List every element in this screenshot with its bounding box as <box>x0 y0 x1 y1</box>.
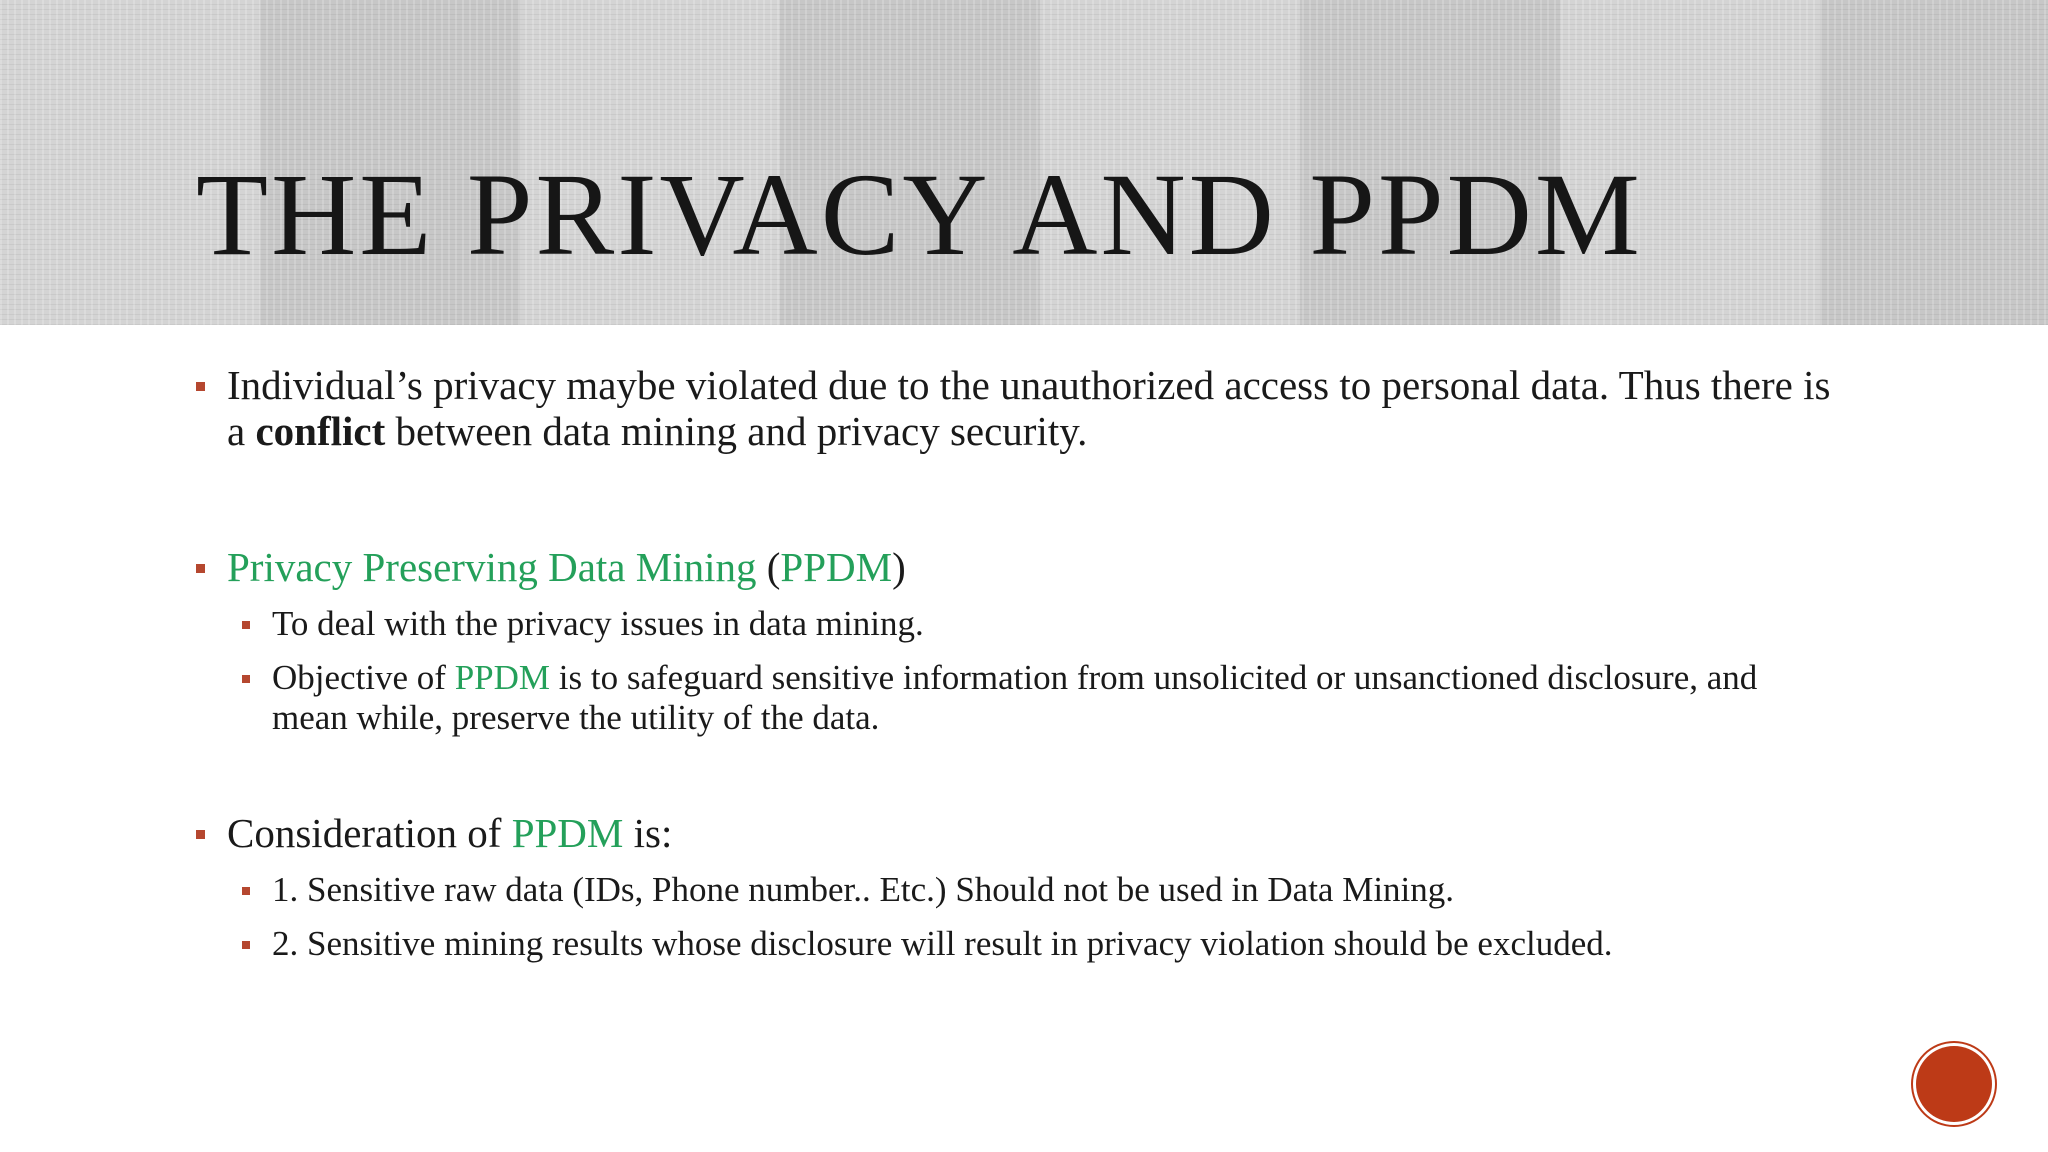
sub-bullet-text-pre: Objective of <box>272 658 455 697</box>
paren-close: ) <box>892 544 906 590</box>
sub-bullet-mining-results <box>242 924 1836 964</box>
bullet-ppdm-definition <box>196 544 1836 590</box>
sub-bullet-text-post: is to safeguard sensitive information from unsolicited or unsanctioned disclosure, and mean while, preserve the utility of the data. <box>272 658 1758 737</box>
ppdm-acronym: PPDM <box>511 810 624 856</box>
bullet-text-post: is: <box>623 810 673 856</box>
square-bullet-icon <box>242 941 250 949</box>
ppdm-acronym: PPDM <box>780 544 893 590</box>
sub-bullet-text: 1. Sensitive raw data (IDs, Phone number.. Etc.) Should not be used in Data Mining. <box>272 870 1455 909</box>
slide-title: THE PRIVACY AND PPDM <box>196 149 1643 280</box>
title-banner <box>0 0 2048 325</box>
bullet-ppdm-consideration <box>196 810 1836 856</box>
paren-open: ( <box>756 544 781 590</box>
sub-bullet-text: 2. Sensitive mining results whose disclosure will result in privacy violation should be excluded. <box>272 924 1613 963</box>
square-bullet-icon <box>196 564 205 573</box>
sub-bullet-objective <box>242 658 1836 738</box>
square-bullet-icon <box>242 887 250 895</box>
next-slide-button[interactable] <box>1916 1046 1992 1122</box>
sub-bullet-purpose <box>242 604 1836 644</box>
bullet-privacy-conflict <box>196 362 1836 454</box>
square-bullet-icon <box>196 382 205 391</box>
bullet-text-pre: Consideration of <box>227 810 512 856</box>
bullet-text-post: between data mining and privacy security. <box>385 408 1088 454</box>
sub-bullet-raw-data <box>242 870 1836 910</box>
ppdm-acronym: PPDM <box>454 658 551 697</box>
slide-content <box>196 362 1836 964</box>
square-bullet-icon <box>242 621 250 629</box>
ppdm-full-name: Privacy Preserving Data Mining <box>227 544 757 590</box>
sub-bullet-text: To deal with the privacy issues in data mining. <box>272 604 924 643</box>
bullet-text-pre: Individual’s privacy maybe violated due to the unauthorized access to personal data. Thus there is a <box>227 362 1831 454</box>
square-bullet-icon <box>242 675 250 683</box>
square-bullet-icon <box>196 830 205 839</box>
bullet-text-bold: conflict <box>255 408 386 454</box>
